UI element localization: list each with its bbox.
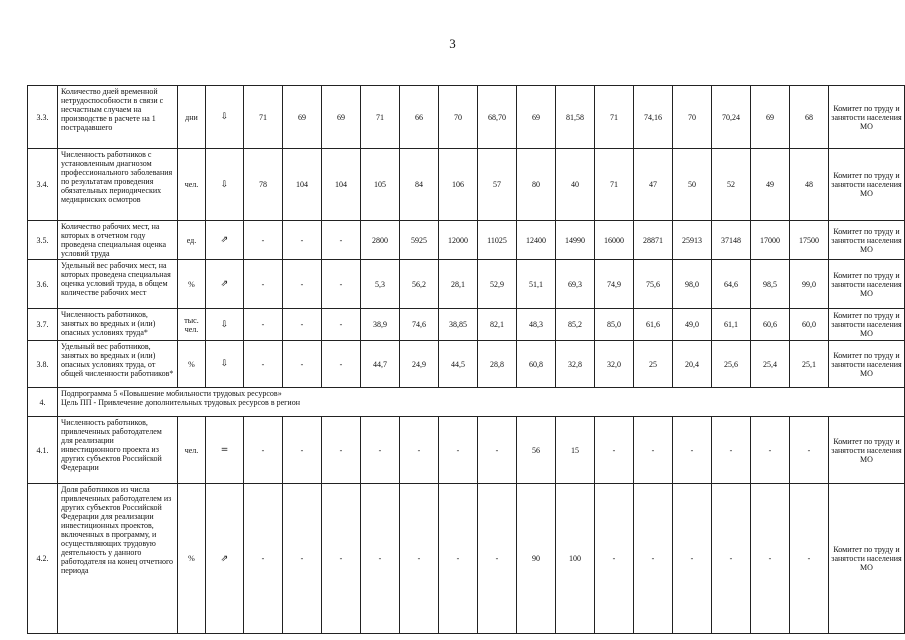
- value-cell: 24,9: [400, 341, 439, 388]
- value-cell: 28871: [634, 221, 673, 260]
- responsible-org: Комитет по труду и занятости населения МО: [829, 86, 905, 149]
- value-cell: -: [439, 484, 478, 634]
- unit-cell: %: [178, 341, 206, 388]
- indicator-name: Численность работников, привлеченных работодателем для реализации инвестиционного проекта из других субъектов Российской Федерации: [58, 417, 178, 484]
- value-cell: 82,1: [478, 309, 517, 341]
- row-number: 3.3.: [28, 86, 58, 149]
- value-cell: 99,0: [790, 260, 829, 309]
- value-cell: 70: [439, 86, 478, 149]
- value-cell: -: [322, 309, 361, 341]
- value-cell: 2800: [361, 221, 400, 260]
- value-cell: 16000: [595, 221, 634, 260]
- table-row: [28, 309, 905, 341]
- value-cell: 90: [517, 484, 556, 634]
- unit-cell: %: [178, 260, 206, 309]
- direction-cell: [206, 221, 244, 260]
- value-cell: 25,1: [790, 341, 829, 388]
- subprogram-title: Подпрограмма 5 «Повышение мобильности трудовых ресурсов»: [61, 389, 282, 398]
- value-cell: -: [478, 417, 517, 484]
- row-number: 3.7.: [28, 309, 58, 341]
- value-cell: 100: [556, 484, 595, 634]
- arrow-down-icon: ⇩: [220, 319, 229, 330]
- subprogram-cell: [58, 388, 905, 417]
- value-cell: -: [751, 417, 790, 484]
- value-cell: 11025: [478, 221, 517, 260]
- value-cell: 75,6: [634, 260, 673, 309]
- row-number: 3.6.: [28, 260, 58, 309]
- value-cell: 78: [244, 149, 283, 221]
- value-cell: 52,9: [478, 260, 517, 309]
- value-cell: 98,0: [673, 260, 712, 309]
- value-cell: 50: [673, 149, 712, 221]
- direction-cell: [206, 484, 244, 634]
- direction-cell: [206, 341, 244, 388]
- value-cell: 37148: [712, 221, 751, 260]
- value-cell: 47: [634, 149, 673, 221]
- value-cell: -: [283, 417, 322, 484]
- value-cell: -: [634, 417, 673, 484]
- arrow-down-icon: ⇩: [220, 179, 229, 190]
- value-cell: -: [439, 417, 478, 484]
- value-cell: 105: [361, 149, 400, 221]
- unit-cell: чел.: [178, 417, 206, 484]
- responsible-org: Комитет по труду и занятости населения МО: [829, 341, 905, 388]
- value-cell: 71: [595, 86, 634, 149]
- value-cell: -: [400, 484, 439, 634]
- value-cell: -: [322, 221, 361, 260]
- value-cell: 60,8: [517, 341, 556, 388]
- unit-cell: чел.: [178, 149, 206, 221]
- row-number: 4.1.: [28, 417, 58, 484]
- direction-cell: [206, 149, 244, 221]
- value-cell: 38,9: [361, 309, 400, 341]
- value-cell: 74,9: [595, 260, 634, 309]
- value-cell: -: [322, 341, 361, 388]
- value-cell: 5925: [400, 221, 439, 260]
- table-row: [28, 86, 905, 149]
- value-cell: -: [712, 417, 751, 484]
- value-cell: -: [283, 341, 322, 388]
- table-row: [28, 417, 905, 484]
- value-cell: 98,5: [751, 260, 790, 309]
- value-cell: 71: [244, 86, 283, 149]
- value-cell: 60,6: [751, 309, 790, 341]
- indicator-name: Численность работников с установленным диагнозом профессионального заболевания по результатам проведения обязательных периодических медицинских осмотров: [58, 149, 178, 221]
- value-cell: -: [595, 484, 634, 634]
- value-cell: -: [790, 484, 829, 634]
- value-cell: -: [244, 484, 283, 634]
- direction-cell: [206, 309, 244, 341]
- value-cell: 48: [790, 149, 829, 221]
- value-cell: 51,1: [517, 260, 556, 309]
- unit-cell: %: [178, 484, 206, 634]
- value-cell: 32,8: [556, 341, 595, 388]
- responsible-org: Комитет по труду и занятости населения МО: [829, 417, 905, 484]
- value-cell: 85,0: [595, 309, 634, 341]
- direction-cell: [206, 86, 244, 149]
- responsible-org: Комитет по труду и занятости населения МО: [829, 260, 905, 309]
- subprogram-number: 4.: [28, 388, 58, 417]
- value-cell: 40: [556, 149, 595, 221]
- value-cell: -: [478, 484, 517, 634]
- unit-cell: дни: [178, 86, 206, 149]
- indicators-table: [27, 85, 905, 634]
- indicator-name: Численность работников, занятых во вредных и (или) опасных условиях труда*: [58, 309, 178, 341]
- value-cell: 28,1: [439, 260, 478, 309]
- table-row: [28, 149, 905, 221]
- value-cell: 49: [751, 149, 790, 221]
- value-cell: 104: [322, 149, 361, 221]
- value-cell: 28,8: [478, 341, 517, 388]
- value-cell: 17500: [790, 221, 829, 260]
- value-cell: 25: [634, 341, 673, 388]
- value-cell: -: [673, 484, 712, 634]
- value-cell: 71: [595, 149, 634, 221]
- value-cell: 74,6: [400, 309, 439, 341]
- direction-cell: [206, 260, 244, 309]
- value-cell: 69: [517, 86, 556, 149]
- value-cell: 44,7: [361, 341, 400, 388]
- responsible-org: Комитет по труду и занятости населения МО: [829, 221, 905, 260]
- value-cell: 44,5: [439, 341, 478, 388]
- value-cell: 60,0: [790, 309, 829, 341]
- value-cell: -: [322, 417, 361, 484]
- value-cell: 12400: [517, 221, 556, 260]
- value-cell: 69: [283, 86, 322, 149]
- value-cell: -: [634, 484, 673, 634]
- value-cell: 49,0: [673, 309, 712, 341]
- value-cell: 69: [322, 86, 361, 149]
- value-cell: 74,16: [634, 86, 673, 149]
- value-cell: -: [283, 309, 322, 341]
- unit-cell: тыс. чел.: [178, 309, 206, 341]
- responsible-org: Комитет по труду и занятости населения МО: [829, 309, 905, 341]
- value-cell: 15: [556, 417, 595, 484]
- value-cell: 106: [439, 149, 478, 221]
- value-cell: -: [244, 221, 283, 260]
- arrow-up-icon: ⇗: [220, 279, 229, 289]
- value-cell: 5,3: [361, 260, 400, 309]
- value-cell: 70,24: [712, 86, 751, 149]
- arrow-down-icon: ⇩: [220, 112, 229, 122]
- value-cell: 14990: [556, 221, 595, 260]
- value-cell: 61,1: [712, 309, 751, 341]
- table-row: [28, 221, 905, 260]
- value-cell: -: [673, 417, 712, 484]
- row-number: 3.5.: [28, 221, 58, 260]
- value-cell: 64,6: [712, 260, 751, 309]
- value-cell: 20,4: [673, 341, 712, 388]
- value-cell: 66: [400, 86, 439, 149]
- value-cell: -: [283, 221, 322, 260]
- value-cell: -: [283, 260, 322, 309]
- row-number: 3.4.: [28, 149, 58, 221]
- value-cell: -: [400, 417, 439, 484]
- value-cell: -: [361, 484, 400, 634]
- indicator-name: Доля работников из числа привлеченных работодателем из других субъектов Российской Федерации для реализации инвестиционных проектов, включенных в программу, и осуществляющих трудовую деятельность у данного работодателя на конец отчетного периода: [58, 484, 178, 634]
- value-cell: -: [244, 341, 283, 388]
- table-row: [28, 260, 905, 309]
- indicator-name: Количество рабочих мест, на которых в отчетном году проведена специальная оценка условий труда: [58, 221, 178, 260]
- subprogram-row: [28, 388, 905, 417]
- row-number: 4.2.: [28, 484, 58, 634]
- value-cell: 70: [673, 86, 712, 149]
- row-number: 3.8.: [28, 341, 58, 388]
- arrow-up-icon: ⇗: [220, 553, 229, 564]
- value-cell: 85,2: [556, 309, 595, 341]
- value-cell: 80: [517, 149, 556, 221]
- indicator-name: Удельный вес рабочих мест, на которых проведена специальная оценка условий труда, в общем количестве рабочих мест: [58, 260, 178, 309]
- value-cell: 71: [361, 86, 400, 149]
- responsible-org: Комитет по труду и занятости населения МО: [829, 484, 905, 634]
- value-cell: -: [244, 309, 283, 341]
- value-cell: -: [790, 417, 829, 484]
- value-cell: 68: [790, 86, 829, 149]
- value-cell: -: [244, 417, 283, 484]
- subprogram-goal: Цель ПП - Привлечение дополнительных трудовых ресурсов в регион: [61, 398, 300, 407]
- value-cell: 52: [712, 149, 751, 221]
- indicator-name: Удельный вес работников, занятых во вредных и (или) опасных условиях труда, от общей численности работников*: [58, 341, 178, 388]
- value-cell: 25,4: [751, 341, 790, 388]
- page-number: 3: [449, 36, 456, 51]
- value-cell: 38,85: [439, 309, 478, 341]
- table-row: [28, 484, 905, 634]
- value-cell: 25,6: [712, 341, 751, 388]
- value-cell: -: [244, 260, 283, 309]
- value-cell: 12000: [439, 221, 478, 260]
- value-cell: -: [751, 484, 790, 634]
- unit-cell: ед.: [178, 221, 206, 260]
- value-cell: -: [322, 260, 361, 309]
- value-cell: 57: [478, 149, 517, 221]
- value-cell: -: [283, 484, 322, 634]
- value-cell: 104: [283, 149, 322, 221]
- equals-icon: =: [220, 445, 229, 455]
- value-cell: 48,3: [517, 309, 556, 341]
- value-cell: 17000: [751, 221, 790, 260]
- direction-cell: [206, 417, 244, 484]
- indicator-name: Количество дней временной нетрудоспособности в связи с несчастным случаем на производстве в расчете на 1 пострадавшего: [58, 86, 178, 149]
- value-cell: 61,6: [634, 309, 673, 341]
- value-cell: 32,0: [595, 341, 634, 388]
- value-cell: -: [595, 417, 634, 484]
- value-cell: 84: [400, 149, 439, 221]
- value-cell: 68,70: [478, 86, 517, 149]
- value-cell: 25913: [673, 221, 712, 260]
- value-cell: -: [712, 484, 751, 634]
- value-cell: 81,58: [556, 86, 595, 149]
- value-cell: 69,3: [556, 260, 595, 309]
- value-cell: 56: [517, 417, 556, 484]
- arrow-up-icon: ⇗: [220, 235, 229, 245]
- value-cell: -: [322, 484, 361, 634]
- value-cell: -: [361, 417, 400, 484]
- arrow-down-icon: ⇩: [220, 359, 229, 369]
- value-cell: 56,2: [400, 260, 439, 309]
- value-cell: 69: [751, 86, 790, 149]
- responsible-org: Комитет по труду и занятости населения МО: [829, 149, 905, 221]
- table-row: [28, 341, 905, 388]
